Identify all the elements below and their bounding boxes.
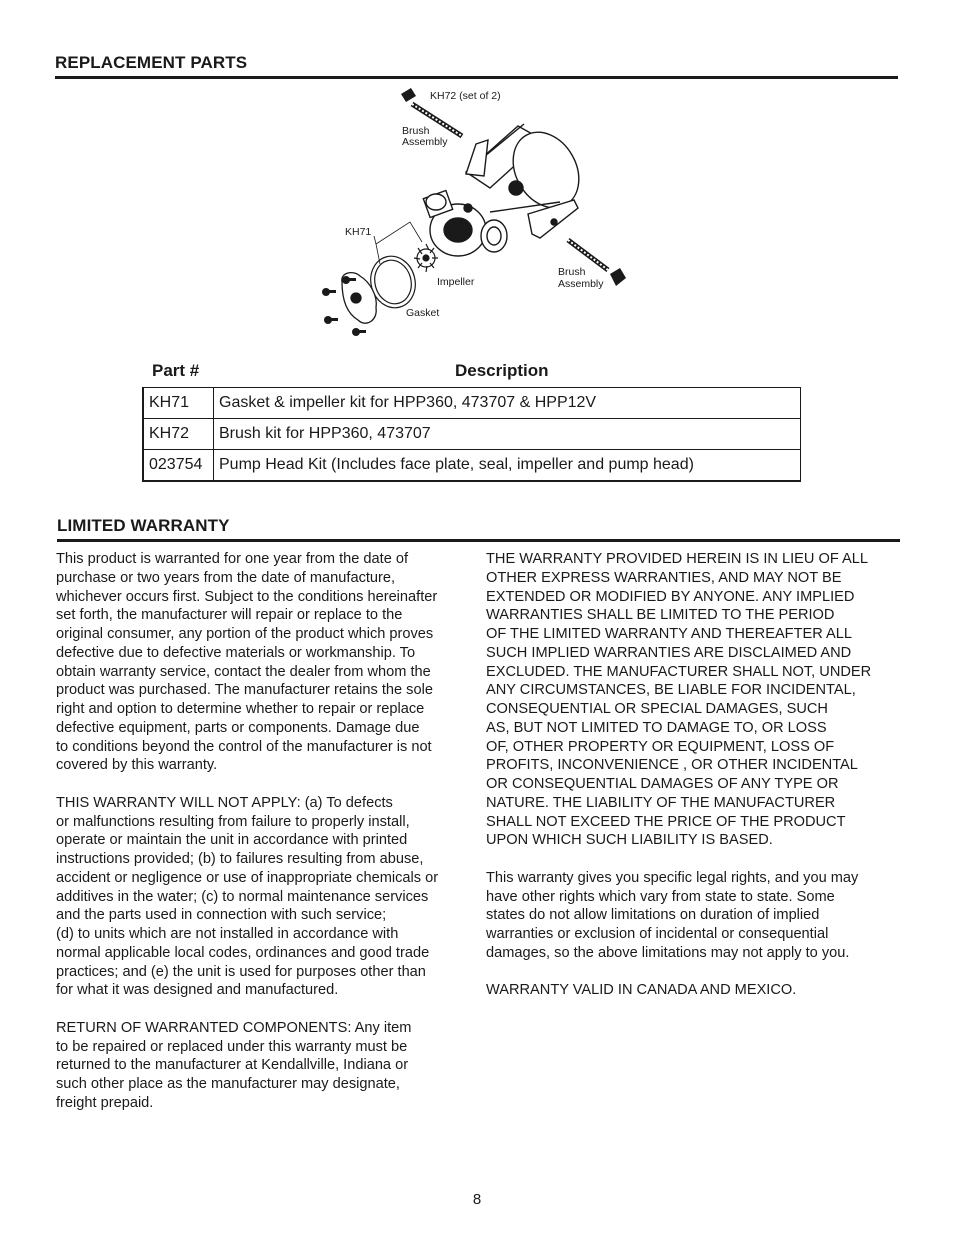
label-gasket: Gasket bbox=[406, 307, 440, 319]
warranty-paragraph: WARRANTY VALID IN CANADA AND MEXICO. bbox=[486, 982, 797, 999]
warranty-right-column bbox=[486, 550, 946, 1019]
warranty-paragraph: This warranty gives you specific legal rights, and you may have other rights which vary from state to state. Some states do not allow limitations on duration of implied warranties or exclusion of incidental or consequential damages, so the above limitations may not apply to you. bbox=[486, 869, 859, 961]
description-cell: Brush kit for HPP360, 473707 bbox=[214, 419, 801, 450]
replacement-parts-rule bbox=[55, 76, 898, 79]
page-number: 8 bbox=[472, 1191, 482, 1208]
label-brush-assembly-top-1: Brush bbox=[402, 125, 430, 137]
limited-warranty-rule bbox=[57, 539, 900, 542]
pump-motor-icon bbox=[466, 120, 592, 238]
label-impeller: Impeller bbox=[437, 276, 475, 288]
table-header-part: Part # bbox=[152, 361, 200, 380]
table-row bbox=[143, 419, 801, 450]
table-header-description: Description bbox=[455, 361, 549, 380]
replacement-parts-heading: REPLACEMENT PARTS bbox=[55, 53, 248, 72]
label-kh72: KH72 (set of 2) bbox=[430, 90, 501, 102]
label-kh71: KH71 bbox=[345, 226, 372, 238]
warranty-paragraph: THIS WARRANTY WILL NOT APPLY: (a) To defects or malfunctions resulting from failure to properly install, operate or maintain the unit in accordance with printed instructions provided; (b) to failures resulting from abuse, accident or negligence or use of inappropriate chemicals or additives in the water; (c) to normal maintenance services and the parts used in connection with such service; (d) to units which are not installed in accordance with normal applicable local codes, ordinances and good trade practices; and (e) the unit is used for purposes other than for what it was designed and manufactured. bbox=[56, 794, 439, 999]
table-row bbox=[143, 450, 801, 482]
description-cell: Gasket & impeller kit for HPP360, 473707 & HPP12V bbox=[214, 388, 801, 419]
limited-warranty-heading: LIMITED WARRANTY bbox=[57, 516, 230, 535]
impeller-icon bbox=[414, 244, 438, 272]
pump-head-icon bbox=[423, 190, 507, 256]
label-brush-assembly-right-1: Brush bbox=[558, 266, 586, 278]
label-brush-assembly-right-2: Assembly bbox=[558, 278, 604, 290]
description-cell: Pump Head Kit (Includes face plate, seal, impeller and pump head) bbox=[214, 450, 801, 482]
part-number-cell: KH72 bbox=[143, 419, 214, 450]
warranty-paragraph: THE WARRANTY PROVIDED HEREIN IS IN LIEU OF ALL OTHER EXPRESS WARRANTIES, AND MAY NOT BE EXTENDED OR MODIFIED BY ANYONE. ANY IMPLIED WARRANTIES SHALL BE LIMITED TO THE PERIOD OF THE LIMITED WARRANTY AND THEREAFTER ALL SUCH IMPLIED WARRANTIES ARE DISCLAIMED AND EXCLUDED. THE MANUFACTURER SHALL NOT, UNDER ANY CIRCUMSTANCES, BE LIABLE FOR INCIDENTAL, CONSEQUENTIAL OR SPECIAL DAMAGES, SUCH AS, BUT NOT LIMITED TO DAMAGE TO, OR LOSS OF, OTHER PROPERTY OR EQUIPMENT, LOSS OF PROFITS, INCONVENIENCE , OR OTHER INCIDENTAL OR CONSEQUENTIAL DAMAGES OF ANY TYPE OR NATURE. THE LIABILITY OF THE MANUFACTURER SHALL NOT EXCEED THE PRICE OF THE PRODUCT UPON WHICH SUCH LIABILITY IS BASED. bbox=[486, 551, 872, 849]
part-number-cell: 023754 bbox=[143, 450, 214, 482]
pump-exploded-diagram bbox=[318, 84, 638, 344]
parts-table bbox=[142, 387, 801, 482]
table-row bbox=[143, 388, 801, 419]
part-number-cell: KH71 bbox=[143, 388, 214, 419]
warranty-paragraph: This product is warranted for one year from the date of purchase or two years from the date of manufacture, whichever occurs first. Subject to the conditions hereinafter set forth, the manufacturer will repair or replace to the original consumer, any portion of the product which proves defective due to defective materials or workmanship. To obtain warranty service, contact the dealer from whom the product was purchased. The manufacturer retains the sole right and option to determine whether to repair or replace defective equipment, parts or components. Damage due to conditions beyond the control of the manufacturer is not covered by this warranty. bbox=[56, 551, 438, 774]
warranty-paragraph: RETURN OF WARRANTED COMPONENTS: Any item to be repaired or replaced under this warranty must be returned to the manufacturer at Kendallville, Indiana or such other place as the manufacturer may designate, freight prepaid. bbox=[56, 1019, 412, 1111]
warranty-left-column bbox=[56, 550, 481, 1131]
label-brush-assembly-top-2: Assembly bbox=[402, 136, 448, 148]
